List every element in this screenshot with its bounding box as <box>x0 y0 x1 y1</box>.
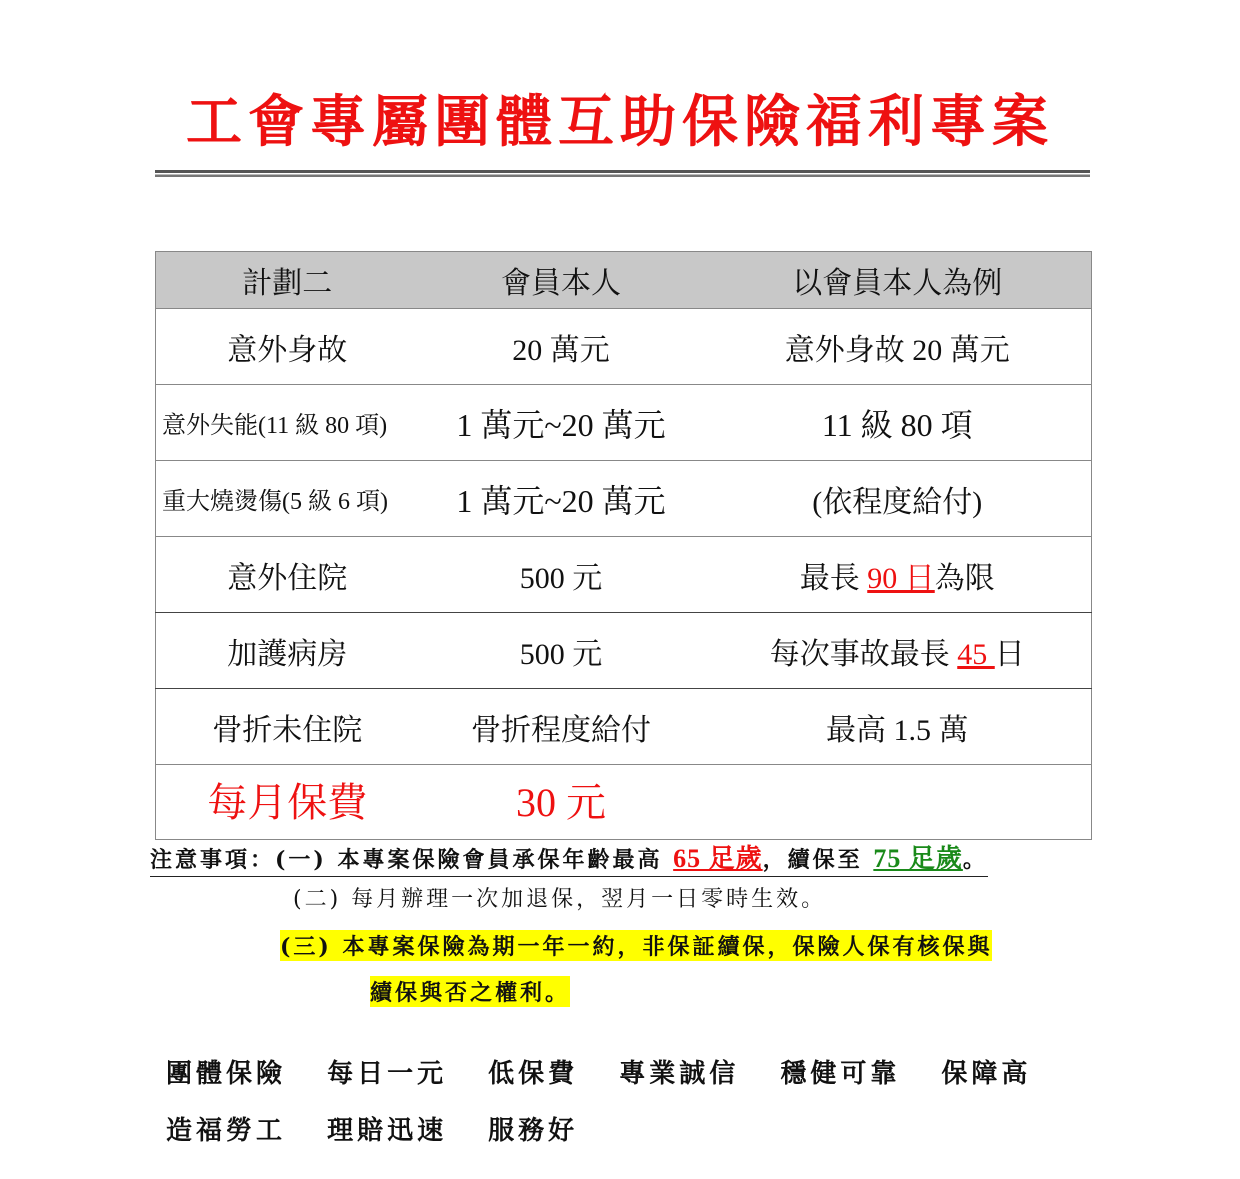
example-text: 每次事故最長 <box>769 637 958 671</box>
row-example: 意外身故 20 萬元 <box>704 309 1092 385</box>
table-row <box>156 537 1092 613</box>
row-amount: 1 萬元~20 萬元 <box>419 461 704 537</box>
note-3-continued: 續保與否之權利。 <box>370 976 570 1007</box>
slogan: 每日一元 <box>327 1059 448 1089</box>
highlight-days: 45 <box>957 637 995 671</box>
note-text: 。 <box>962 847 988 873</box>
table-row <box>156 385 1092 461</box>
row-amount: 骨折程度給付 <box>419 689 704 765</box>
slogan: 保障高 <box>941 1059 1032 1089</box>
table-row <box>156 689 1092 765</box>
title-divider <box>155 170 1090 177</box>
note-2: (二) 每月辦理一次加退保，翌月一日零時生效。 <box>293 887 827 912</box>
header-example: 以會員本人為例 <box>704 252 1092 309</box>
page-title: 工會專屬團體互助保險福利專案 <box>186 89 1054 155</box>
row-item: 骨折未住院 <box>156 689 419 765</box>
slogan: 造福勞工 <box>166 1116 287 1146</box>
row-item: 意外失能(11 級 80 項) <box>156 385 419 461</box>
slogan: 理賠迅速 <box>327 1116 448 1146</box>
slogan: 專業誠信 <box>619 1059 740 1089</box>
slogan-row <box>166 1110 606 1147</box>
premium-example <box>704 765 1092 840</box>
row-example <box>704 537 1092 613</box>
row-example: 11 級 80 項 <box>704 385 1092 461</box>
table-row <box>156 461 1092 537</box>
slogan: 團體保險 <box>166 1059 287 1089</box>
premium-label: 每月保費 <box>156 765 419 840</box>
example-text: 日 <box>994 637 1025 671</box>
example-text: 最長 <box>799 561 868 595</box>
row-amount: 500 元 <box>419 537 704 613</box>
note-3: (三) 本專案保險為期一年一約，非保証續保，保險人保有核保與 <box>280 930 992 961</box>
table-header-row <box>156 252 1092 309</box>
renewal-age: 75 足歲 <box>873 844 963 873</box>
premium-row <box>156 765 1092 840</box>
row-amount: 20 萬元 <box>419 309 704 385</box>
row-amount: 500 元 <box>419 613 704 689</box>
example-text: 為限 <box>934 561 995 595</box>
row-amount: 1 萬元~20 萬元 <box>419 385 704 461</box>
notes-label: 注意事項： <box>150 847 276 873</box>
note-1 <box>150 838 988 877</box>
note-text: (一) 本專案保險會員承保年齡最高 <box>275 847 674 873</box>
slogan: 低保費 <box>488 1059 579 1089</box>
header-plan: 計劃二 <box>156 252 419 309</box>
row-item: 加護病房 <box>156 613 419 689</box>
row-item: 意外身故 <box>156 309 419 385</box>
row-example: 最高 1.5 萬 <box>704 689 1092 765</box>
row-item: 重大燒燙傷(5 級 6 項) <box>156 461 419 537</box>
slogan: 穩健可靠 <box>780 1059 901 1089</box>
table-row <box>156 613 1092 689</box>
max-age: 65 足歲 <box>673 844 763 873</box>
row-example: (依程度給付) <box>704 461 1092 537</box>
note-text: ，續保至 <box>762 847 874 873</box>
row-item: 意外住院 <box>156 537 419 613</box>
row-example <box>704 613 1092 689</box>
header-member: 會員本人 <box>419 252 704 309</box>
highlight-days: 90 日 <box>867 561 935 595</box>
slogan: 服務好 <box>488 1116 579 1146</box>
benefit-table <box>155 251 1092 840</box>
table-row <box>156 309 1092 385</box>
slogan-row <box>166 1053 1059 1090</box>
premium-amount: 30 元 <box>419 765 704 840</box>
